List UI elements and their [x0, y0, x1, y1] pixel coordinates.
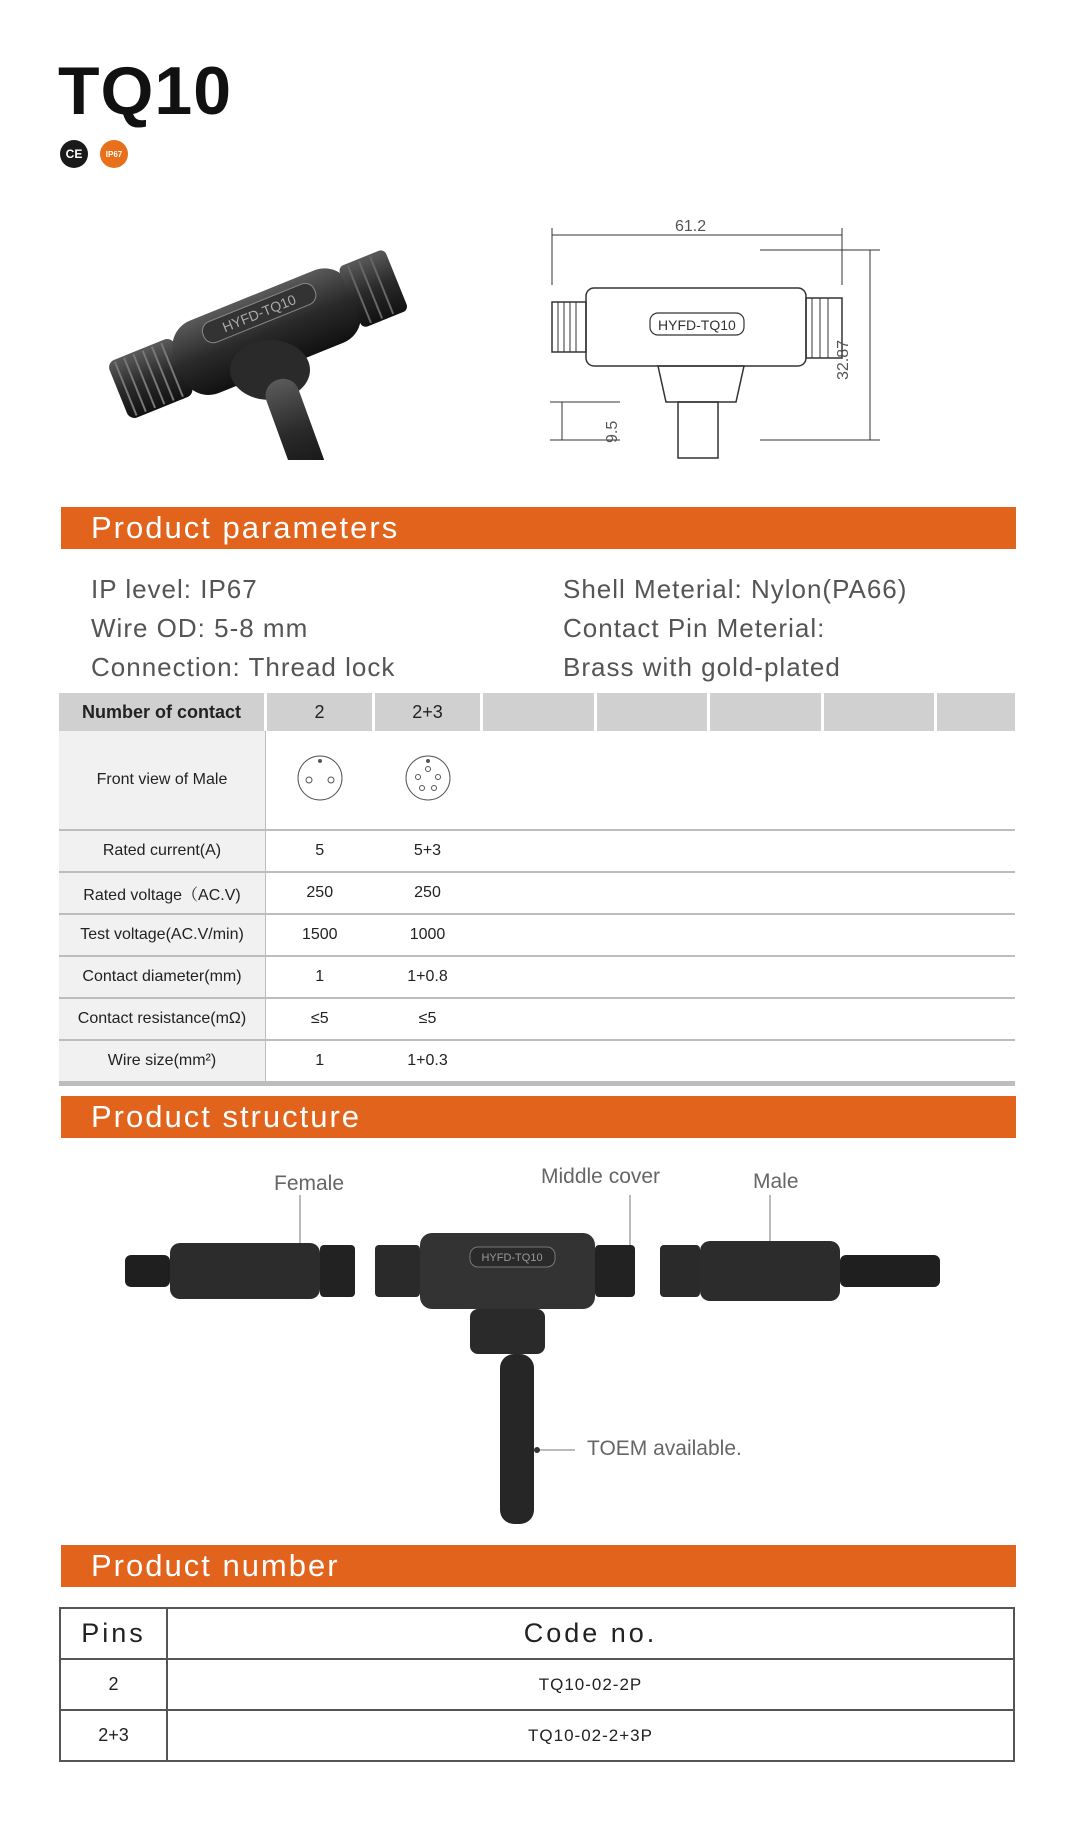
spec-cell: 5+3: [374, 830, 482, 872]
spec-row-label: Contact diameter(mm): [59, 956, 266, 998]
spec-header-label: Number of contact: [59, 693, 266, 731]
number-row: [60, 1659, 1014, 1710]
spec-row: [59, 1040, 1015, 1084]
spec-col-empty: [709, 693, 823, 731]
spec-cell: 1: [266, 956, 374, 998]
spec-row-label: Contact resistance(mΩ): [59, 998, 266, 1040]
certification-badges: [60, 140, 128, 168]
label-male: Male: [753, 1170, 799, 1193]
pins-cell: 2: [60, 1659, 167, 1710]
param-shell-material: Shell Meterial: Nylon(PA66): [563, 574, 908, 604]
spec-cell: 1+0.3: [374, 1040, 482, 1084]
dim-length-label: 61.2: [675, 218, 707, 235]
spec-cell: ≤5: [266, 998, 374, 1040]
code-cell: TQ10-02-2+3P: [167, 1710, 1014, 1761]
spec-row-label: Rated current(A): [59, 830, 266, 872]
label-female: Female: [274, 1172, 345, 1195]
spec-front-view-row: [59, 731, 1015, 830]
label-toem: TOEM available.: [587, 1437, 742, 1460]
page-title: TQ10: [58, 53, 233, 129]
param-wire-od: Wire OD: 5-8 mm: [91, 613, 309, 643]
spec-header-row: [59, 693, 1015, 731]
number-header-row: [60, 1608, 1014, 1659]
spec-row-label: Rated voltage（AC.V): [59, 872, 266, 914]
spec-cell: 5: [266, 830, 374, 872]
section-bar-parameters: Product parameters: [61, 507, 1016, 549]
spec-col-2: 2: [266, 693, 374, 731]
spec-row: [59, 872, 1015, 914]
spec-row: [59, 998, 1015, 1040]
section-bar-structure: Product structure: [61, 1096, 1016, 1138]
spec-col-empty: [595, 693, 709, 731]
spec-col-2-3: 2+3: [374, 693, 482, 731]
svg-text:HYFD-TQ10: HYFD-TQ10: [220, 291, 299, 336]
spec-cell: 1500: [266, 914, 374, 956]
param-contact-pin-material: Contact Pin Meterial:: [563, 613, 826, 643]
product-photo: [100, 220, 440, 460]
section-bar-number: Product number: [61, 1545, 1016, 1587]
pin-2-3-front-icon: [403, 753, 453, 803]
spec-row: [59, 956, 1015, 998]
header-code: Code no.: [167, 1608, 1014, 1659]
label-middle-cover: Middle cover: [541, 1165, 661, 1188]
spec-col-empty: [482, 693, 596, 731]
param-contact-pin-plating: Brass with gold-plated: [563, 652, 841, 682]
dim-drop-label: 9.5: [604, 420, 621, 443]
param-connection: Connection: Thread lock: [91, 652, 396, 682]
ce-mark-icon: CE: [60, 140, 88, 168]
param-ip-level: IP level: IP67: [91, 574, 258, 604]
spec-cell: 1: [266, 1040, 374, 1084]
spec-row: [59, 914, 1015, 956]
structure-brand-text: HYFD-TQ10: [481, 1252, 543, 1264]
product-number-table: [59, 1607, 1015, 1762]
spec-cell: 250: [374, 872, 482, 914]
spec-cell: 1000: [374, 914, 482, 956]
code-cell: TQ10-02-2P: [167, 1659, 1014, 1710]
spec-row-label: Wire size(mm²): [59, 1040, 266, 1084]
spec-table: [59, 693, 1015, 1086]
pins-cell: 2+3: [60, 1710, 167, 1761]
spec-col-empty: [936, 693, 1016, 731]
number-row: [60, 1710, 1014, 1761]
pin-2-front-icon: [295, 753, 345, 803]
spec-row: [59, 830, 1015, 872]
spec-row-label: Test voltage(AC.V/min): [59, 914, 266, 956]
front-view-label: Front view of Male: [59, 731, 266, 830]
product-structure-illustration: [125, 1195, 940, 1545]
spec-cell: 1+0.8: [374, 956, 482, 998]
dim-height-label: 32.87: [835, 339, 852, 380]
spec-cell: ≤5: [374, 998, 482, 1040]
drawing-brand-label: HYFD-TQ10: [658, 317, 736, 333]
ip67-badge-icon: IP67: [100, 140, 128, 168]
header-pins: Pins: [60, 1608, 167, 1659]
spec-col-empty: [822, 693, 936, 731]
spec-cell: 250: [266, 872, 374, 914]
